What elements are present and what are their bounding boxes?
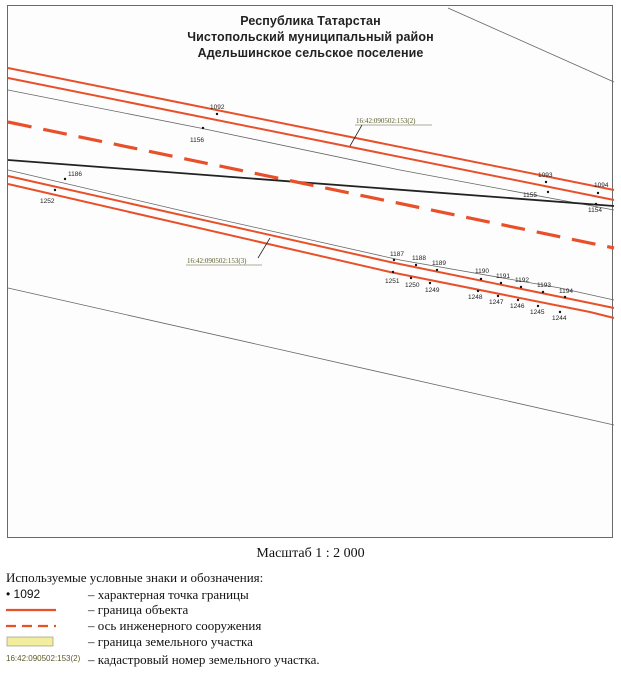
red-solid-line-icon (6, 602, 66, 618)
point-label-1189: 1189 (432, 260, 446, 267)
point-label-1093: 1093 (538, 172, 553, 179)
object-boundary-upper-b (8, 78, 614, 200)
legend-point-symbol: • 1092 (6, 587, 41, 601)
point-label-1245: 1245 (530, 309, 545, 316)
point-1246 (517, 299, 519, 301)
legend-parcel-symbol (6, 634, 86, 650)
point-label-1248: 1248 (468, 294, 483, 301)
point-1192 (520, 286, 522, 288)
point-label-1247: 1247 (489, 299, 504, 306)
point-1155 (547, 191, 549, 193)
title-district: Чистопольский муниципальный район (187, 30, 434, 44)
point-1094 (597, 192, 599, 194)
legend-row-parcel (6, 634, 606, 650)
point-1186 (64, 178, 66, 180)
point-label-1250: 1250 (405, 282, 420, 289)
legend-title: Используемые условные знаки и обозначения: (6, 570, 264, 585)
point-label-1194: 1194 (559, 288, 573, 295)
point-label-1190: 1190 (475, 268, 489, 275)
red-dashed-line-icon (6, 618, 66, 634)
point-label-1251: 1251 (385, 278, 400, 285)
object-boundary-lower-b (8, 184, 614, 318)
point-1251 (392, 271, 394, 273)
legend-row-point (6, 587, 606, 603)
point-label-1191: 1191 (496, 273, 510, 280)
point-label-1188: 1188 (412, 255, 426, 262)
legend-parcel-text: – граница земельного участка (88, 634, 253, 649)
point-1190 (480, 278, 482, 280)
point-1092 (216, 113, 218, 115)
point-label-1154: 1154 (588, 207, 602, 214)
legend-object-boundary-text: – граница объекта (88, 602, 189, 617)
title-republic: Республика Татарстан (240, 14, 381, 28)
object-boundary-upper-a (8, 68, 614, 190)
point-1187 (393, 259, 395, 261)
axis-line (8, 122, 614, 248)
point-1249 (429, 282, 431, 284)
point-label-1192: 1192 (515, 277, 529, 284)
point-1194 (564, 296, 566, 298)
legend-point-text: – характерная точка границы (88, 587, 249, 602)
point-1188 (415, 264, 417, 266)
legend-axis-symbol (6, 618, 86, 634)
point-1250 (410, 277, 412, 279)
point-label-1186: 1186 (68, 171, 82, 178)
point-1244 (559, 311, 561, 313)
title-settlement: Адельшинское сельское поселение (197, 46, 424, 60)
point-label-1092: 1092 (210, 104, 225, 111)
cad-leader-1 (350, 125, 362, 146)
legend-row-cadastral (6, 652, 606, 668)
point-1252 (54, 189, 56, 191)
legend-row-object-boundary (6, 602, 606, 618)
point-1193 (542, 291, 544, 293)
point-label-1249: 1249 (425, 287, 440, 294)
point-1248 (477, 290, 479, 292)
legend-cadastral-symbol: 16:42:090502:153(2) (6, 654, 81, 663)
point-1156 (202, 127, 204, 129)
point-label-1187: 1187 (390, 251, 404, 258)
point-1154 (595, 203, 597, 205)
legend-cadastral-text: – кадастровый номер земельного участка. (88, 652, 320, 667)
point-label-1252: 1252 (40, 198, 55, 205)
legend-object-boundary-symbol (6, 602, 86, 618)
point-1093 (545, 181, 547, 183)
road-line (8, 160, 614, 206)
point-1189 (436, 269, 438, 271)
scale-label: Масштаб 1 : 2 000 (256, 546, 365, 561)
point-1247 (497, 295, 499, 297)
point-label-1155: 1155 (523, 192, 537, 199)
yellow-parcel-swatch-icon (6, 634, 66, 650)
point-label-1246: 1246 (510, 303, 525, 310)
point-label-1244: 1244 (552, 315, 567, 322)
point-label-1094: 1094 (594, 182, 609, 189)
legend-axis-text: – ось инженерного сооружения (88, 618, 262, 633)
cadastral-label-2: 16:42:090502:153(3) (187, 257, 247, 265)
point-label-1193: 1193 (537, 282, 551, 289)
point-label-1156: 1156 (190, 137, 204, 144)
legend-row-axis (6, 618, 606, 634)
point-1245 (537, 305, 539, 307)
cadastral-label-1: 16:42:090502:153(2) (356, 117, 416, 125)
point-1191 (500, 282, 502, 284)
